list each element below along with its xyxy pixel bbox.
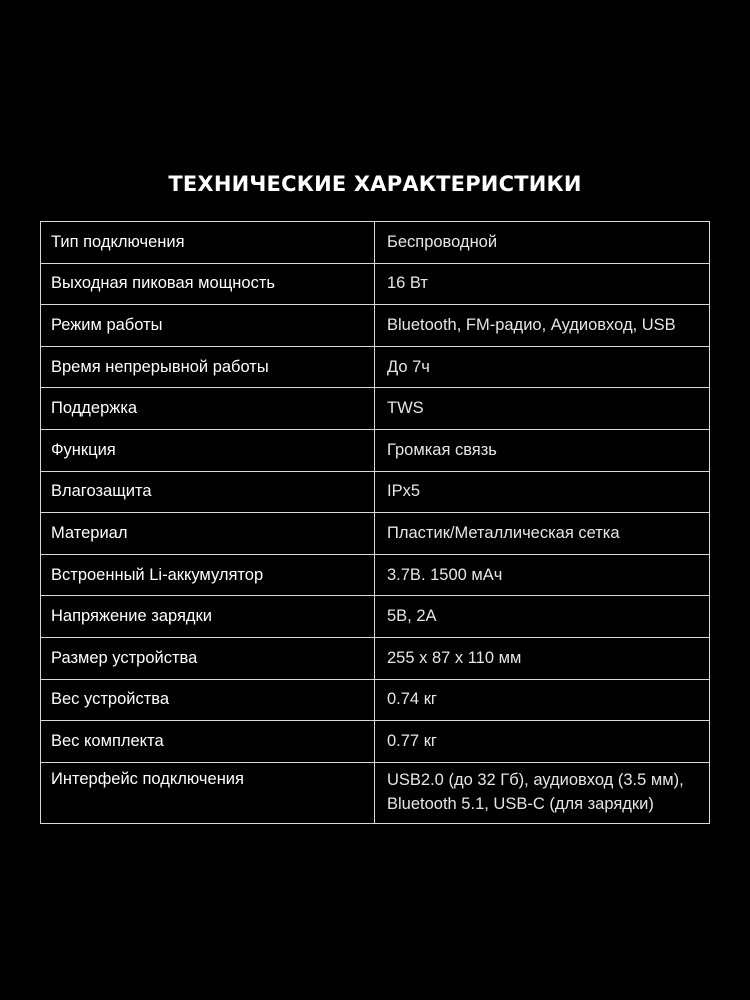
spec-label-battery: Встроенный Li-аккумулятор — [41, 554, 375, 596]
spec-value-charging-voltage: 5В, 2А — [375, 596, 710, 638]
spec-value-interface — [375, 762, 710, 823]
spec-value-device-size: 255 х 87 х 110 мм — [375, 637, 710, 679]
table-row — [41, 513, 710, 555]
spec-value-interface-line-2: Bluetooth 5.1, USB-C (для зарядки) — [387, 794, 654, 813]
table-row — [41, 471, 710, 513]
spec-value-operating-mode: Bluetooth, FM-радио, Аудиовход, USB — [375, 305, 710, 347]
spec-label-support: Поддержка — [41, 388, 375, 430]
table-row — [41, 346, 710, 388]
table-row — [41, 222, 710, 264]
spec-label-function: Функция — [41, 429, 375, 471]
table-row — [41, 429, 710, 471]
table-row — [41, 721, 710, 763]
spec-label-operating-mode: Режим работы — [41, 305, 375, 347]
page-title: ТЕХНИЧЕСКИЕ ХАРАКТЕРИСТИКИ — [168, 172, 582, 196]
table-row — [41, 679, 710, 721]
spec-label-interface: Интерфейс подключения — [41, 762, 375, 823]
table-row — [41, 637, 710, 679]
spec-label-device-size: Размер устройства — [41, 637, 375, 679]
table-row — [41, 596, 710, 638]
spec-label-package-weight: Вес комплекта — [41, 721, 375, 763]
spec-label-runtime: Время непрерывной работы — [41, 346, 375, 388]
table-row — [41, 762, 710, 823]
spec-table — [40, 221, 710, 824]
table-row — [41, 388, 710, 430]
spec-value-material: Пластик/Металлическая сетка — [375, 513, 710, 555]
spec-value-battery: 3.7В. 1500 мАч — [375, 554, 710, 596]
table-row — [41, 263, 710, 305]
spec-value-package-weight: 0.77 кг — [375, 721, 710, 763]
spec-label-device-weight: Вес устройства — [41, 679, 375, 721]
spec-value-water-protection: IPx5 — [375, 471, 710, 513]
table-row — [41, 305, 710, 347]
spec-value-runtime: До 7ч — [375, 346, 710, 388]
spec-label-material: Материал — [41, 513, 375, 555]
table-row — [41, 554, 710, 596]
spec-value-function: Громкая связь — [375, 429, 710, 471]
spec-value-interface-line-1: USB2.0 (до 32 Гб), аудиовход (3.5 мм), — [387, 770, 684, 789]
spec-label-charging-voltage: Напряжение зарядки — [41, 596, 375, 638]
spec-label-water-protection: Влагозащита — [41, 471, 375, 513]
spec-label-connection-type: Тип подключения — [41, 222, 375, 264]
spec-value-connection-type: Беспроводной — [375, 222, 710, 264]
spec-label-peak-power: Выходная пиковая мощность — [41, 263, 375, 305]
spec-value-peak-power: 16 Вт — [375, 263, 710, 305]
spec-value-support: TWS — [375, 388, 710, 430]
spec-value-device-weight: 0.74 кг — [375, 679, 710, 721]
